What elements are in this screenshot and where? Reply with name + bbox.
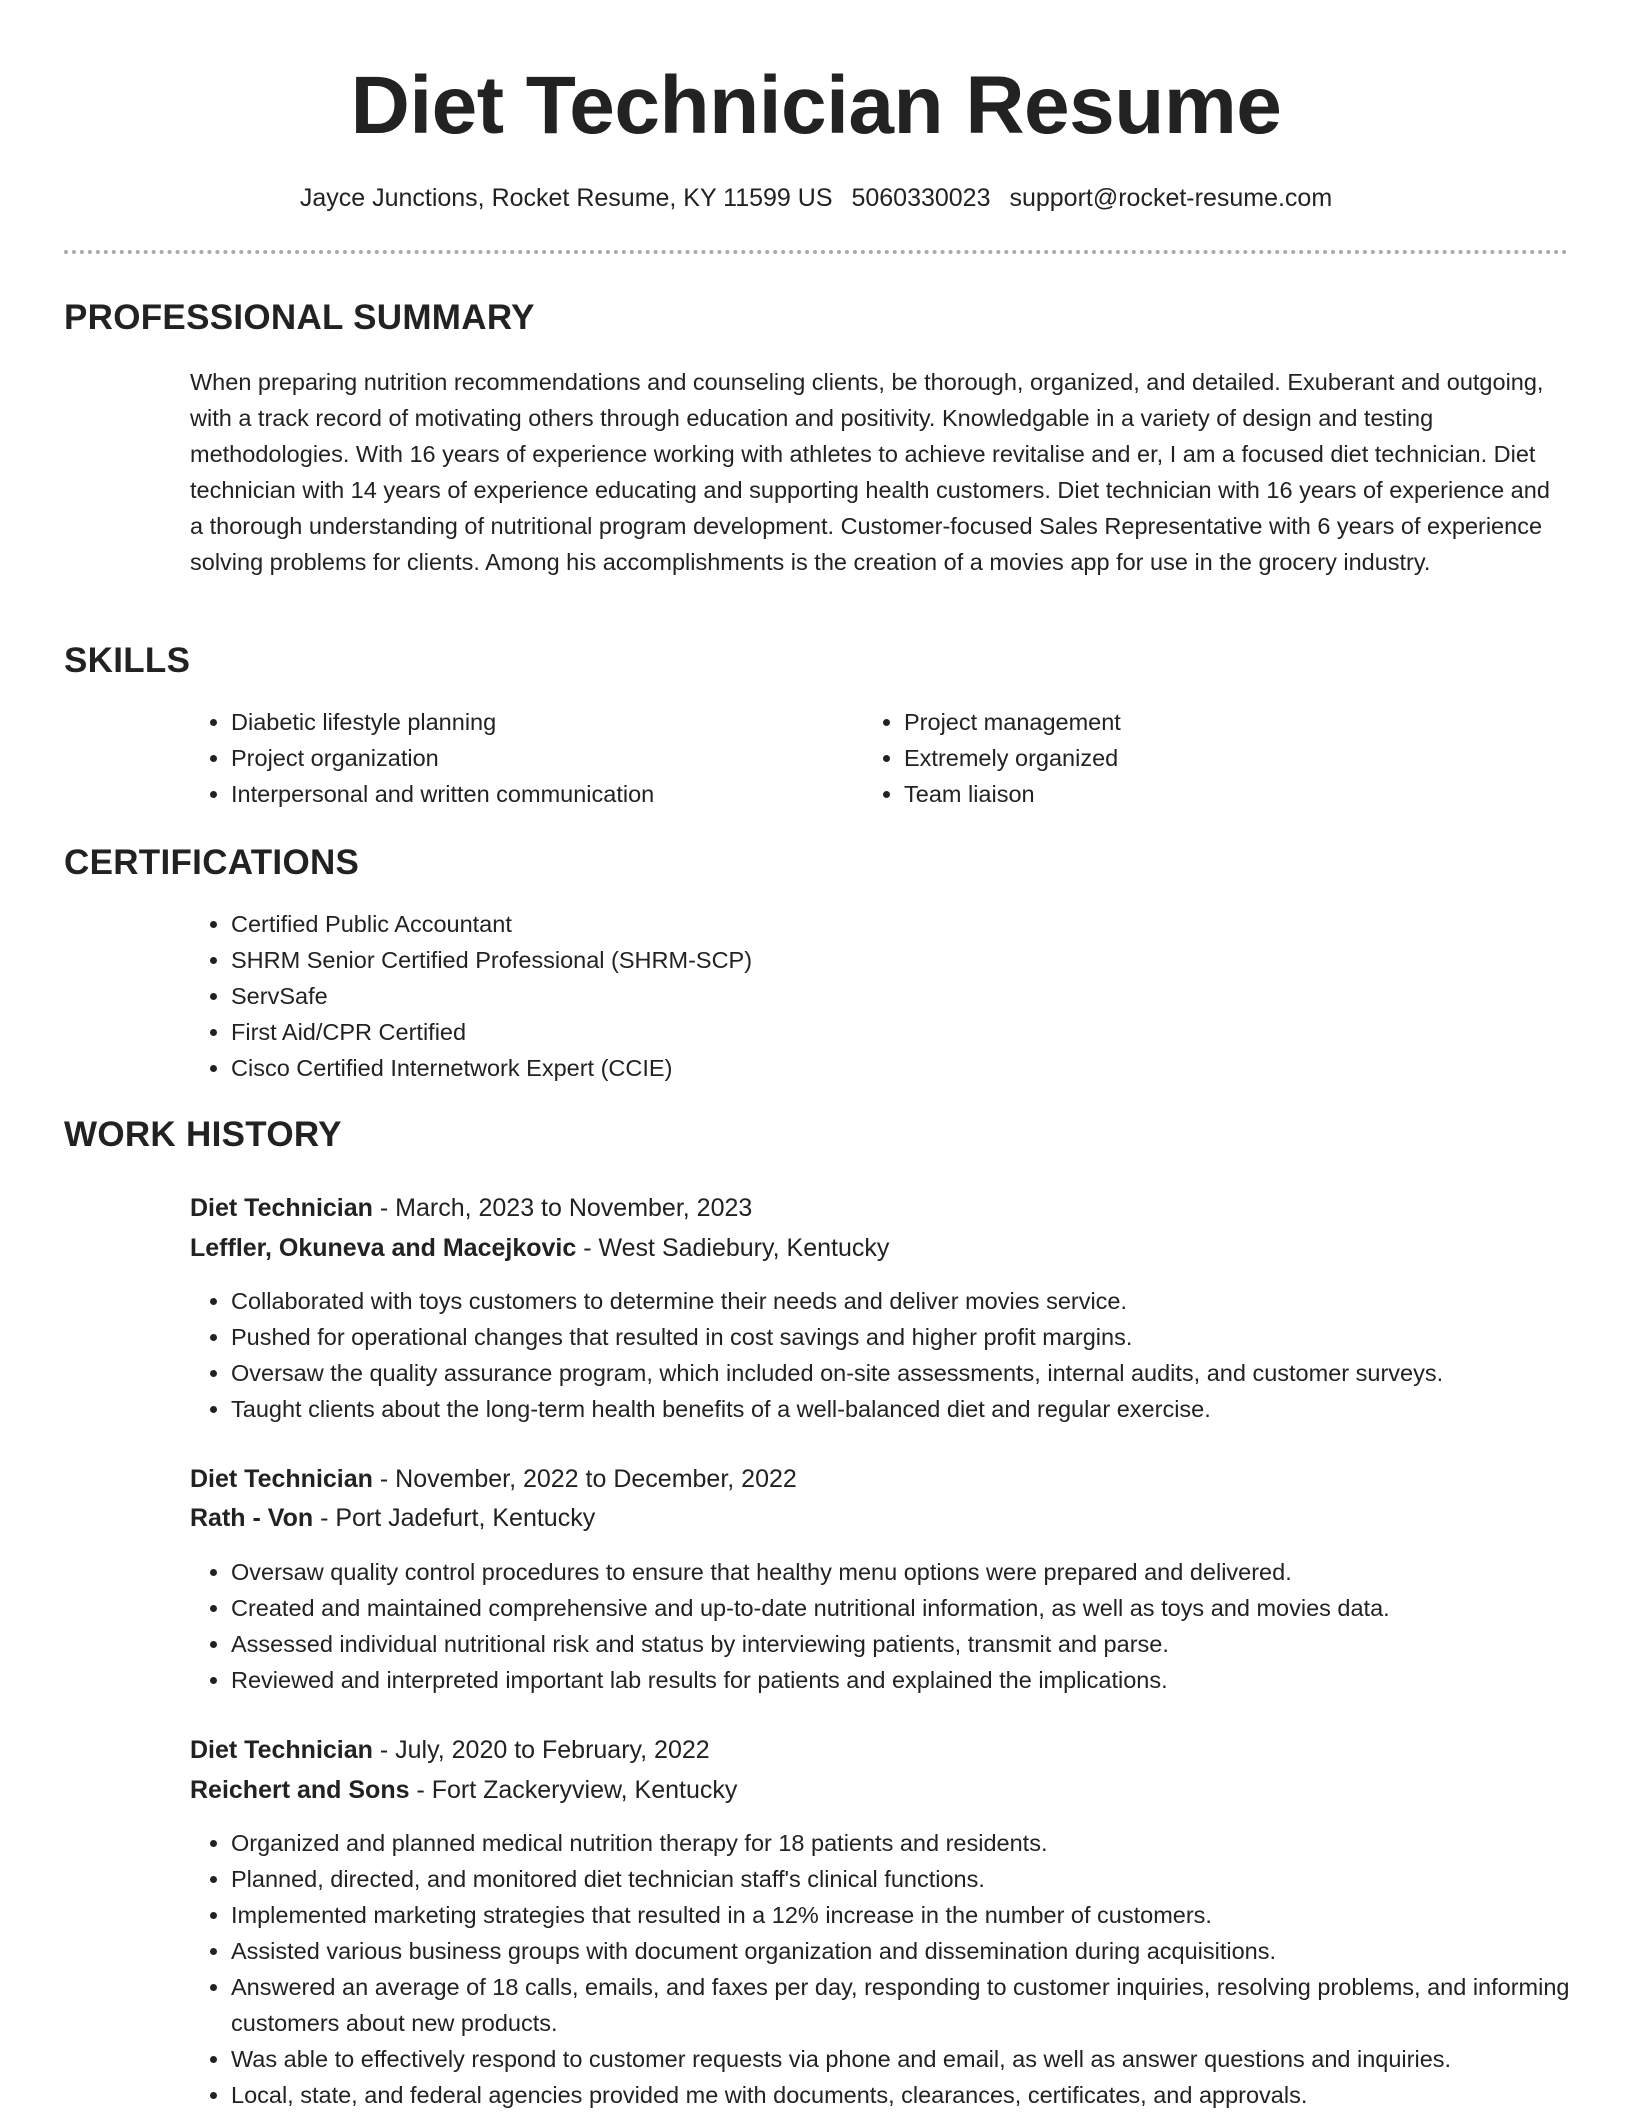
contact-phone: 5060330023	[851, 184, 991, 212]
job-company: Reichert and Sons	[190, 1776, 410, 1804]
job-company-line	[190, 1230, 889, 1266]
job-company-line	[190, 1500, 595, 1536]
section-title-summary: PROFESSIONAL SUMMARY	[64, 298, 535, 337]
job-dates: - March, 2023 to November, 2023	[372, 1194, 753, 1222]
job-bullet: • Organized and planned medical nutrition therapy for 18 patients and residents.	[231, 1825, 1576, 1861]
skill-item: • Extremely organized	[904, 740, 1524, 776]
section-title-certifications: CERTIFICATIONS	[64, 843, 360, 882]
certification-item: • First Aid/CPR Certified	[231, 1014, 1531, 1050]
job-bullet: • Oversaw quality control procedures to ensure that healthy menu options were prepared and delivered.	[231, 1554, 1631, 1590]
job-title: Diet Technician	[190, 1194, 373, 1222]
certifications-list	[187, 906, 1531, 1086]
job-title-line	[190, 1190, 752, 1226]
page-title: Diet Technician Resume	[350, 60, 1282, 151]
contact-address: Jayce Junctions, Rocket Resume, KY 11599 US	[299, 184, 833, 212]
job-bullet: • Pushed for operational changes that resulted in cost savings and higher profit margins.	[231, 1319, 1631, 1355]
job-title-line	[190, 1732, 710, 1768]
contact-line	[0, 182, 1632, 214]
job-bullet: • Reviewed and interpreted important lab results for patients and explained the implications.	[231, 1662, 1631, 1698]
job-location: - Fort Zackeryview, Kentucky	[409, 1776, 738, 1804]
skill-item: • Diabetic lifestyle planning	[231, 704, 851, 740]
certification-item: • Cisco Certified Internetwork Expert (CCIE)	[231, 1050, 1531, 1086]
job-company: Rath - Von	[190, 1504, 314, 1532]
skill-item: • Project management	[904, 704, 1524, 740]
skills-list-right	[860, 704, 1524, 812]
job-location: - Port Jadefurt, Kentucky	[313, 1504, 596, 1532]
job-bullet: • Collaborated with toys customers to determine their needs and deliver movies service.	[231, 1283, 1631, 1319]
job-bullet: • Created and maintained comprehensive and up-to-date nutritional information, as well as toys and movies data.	[231, 1590, 1631, 1626]
job-title: Diet Technician	[190, 1736, 373, 1764]
certification-item: • ServSafe	[231, 978, 1531, 1014]
job-location: - West Sadiebury, Kentucky	[576, 1234, 890, 1262]
contact-email: support@rocket-resume.com	[1009, 184, 1333, 212]
job-bullet: • Local, state, and federal agencies provided me with documents, clearances, certificates, and approvals.	[231, 2077, 1576, 2113]
job-bullet: • Assessed individual nutritional risk and status by interviewing patients, transmit and parse.	[231, 1626, 1631, 1662]
job-bullet: • Was able to effectively respond to customer requests via phone and email, as well as answer questions and inquiries.	[231, 2041, 1576, 2077]
header-divider	[64, 250, 1568, 254]
job-bullets	[187, 1554, 1631, 1698]
summary-text: When preparing nutrition recommendations and counseling clients, be thorough, organized, and detailed. Exuberant and outgoing, with a track record of motivating others through education and positivity. Knowledgable in a variety of design and testing methodologies. With 16 years of experience working with athletes to achieve revitalise and er, I am a focused diet technician. Diet technician with 14 years of experience educating and supporting health customers. Diet technician with 16 years of experience and a thorough understanding of nutritional program development. Customer-focused Sales Representative with 6 years of experience solving problems for clients. Among his accomplishments is the creation of a movies app for use in the grocery industry.	[190, 369, 1550, 575]
job-bullet: • Implemented marketing strategies that resulted in a 12% increase in the number of customers.	[231, 1897, 1576, 1933]
job-bullet: • Taught clients about the long-term health benefits of a well-balanced diet and regular exercise.	[231, 1391, 1631, 1427]
job-bullets	[187, 1283, 1631, 1427]
skill-item: • Project organization	[231, 740, 851, 776]
job-dates: - November, 2022 to December, 2022	[372, 1465, 797, 1493]
job-bullet: • Planned, directed, and monitored diet technician staff's clinical functions.	[231, 1861, 1576, 1897]
certification-item: • SHRM Senior Certified Professional (SHRM-SCP)	[231, 942, 1531, 978]
job-dates: - July, 2020 to February, 2022	[372, 1736, 710, 1764]
job-company-line	[190, 1772, 737, 1808]
job-bullet: • Assisted various business groups with document organization and dissemination during acquisitions.	[231, 1933, 1576, 1969]
section-title-work-history: WORK HISTORY	[64, 1115, 342, 1154]
skills-list-left	[187, 704, 851, 812]
skill-item: • Interpersonal and written communication	[231, 776, 851, 812]
section-title-skills: SKILLS	[64, 641, 191, 680]
job-bullet: • Answered an average of 18 calls, emails, and faxes per day, responding to customer inquiries, resolving problems, and informing customers about new products.	[231, 1969, 1576, 2041]
certification-item: • Certified Public Accountant	[231, 906, 1531, 942]
job-title: Diet Technician	[190, 1465, 373, 1493]
job-title-line	[190, 1461, 797, 1497]
job-bullets	[187, 1825, 1576, 2113]
skill-item: • Team liaison	[904, 776, 1524, 812]
job-company: Leffler, Okuneva and Macejkovic	[190, 1234, 577, 1262]
job-bullet: • Oversaw the quality assurance program, which included on-site assessments, internal audits, and customer surveys.	[231, 1355, 1631, 1391]
